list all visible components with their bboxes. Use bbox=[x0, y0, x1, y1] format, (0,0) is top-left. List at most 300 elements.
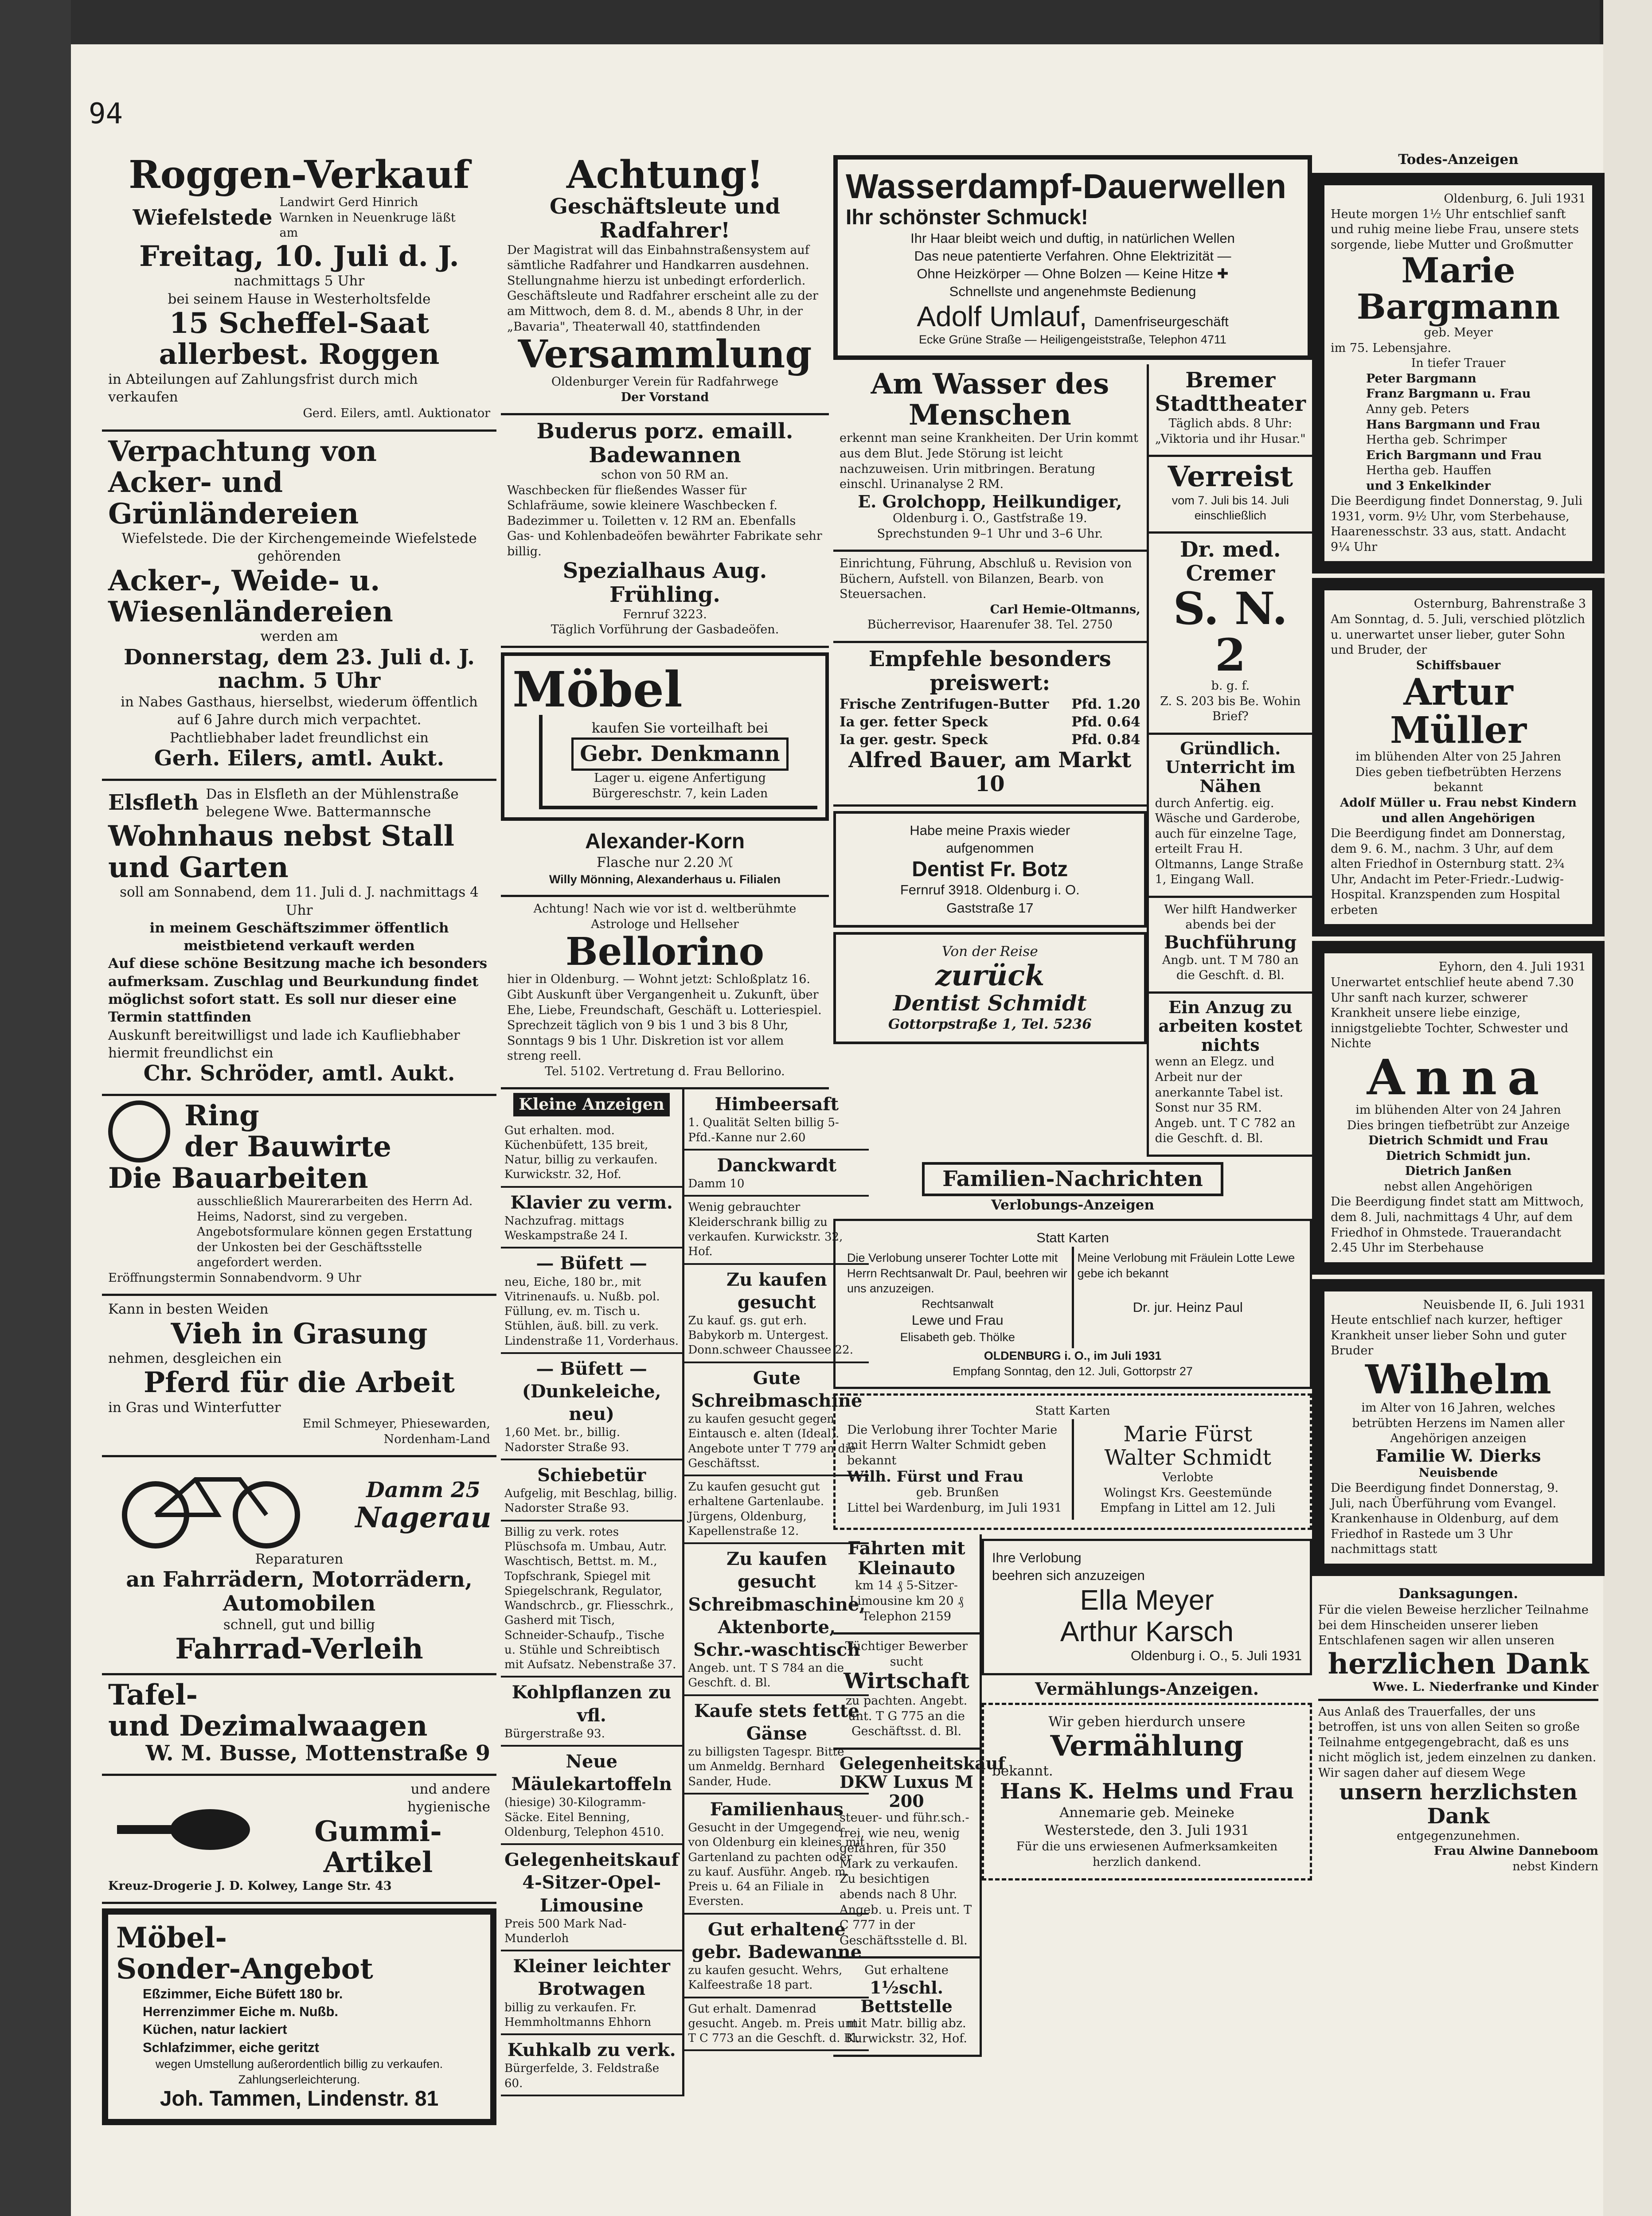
price-row bbox=[840, 731, 1140, 749]
ad-text: Westerstede, den 3. Juli 1931 bbox=[1044, 1822, 1250, 1839]
ad-text: Am Sonntag, d. 5. Juli, verschied plötzlich u. unerwartet unser lieber, guter Sohn und Bruder, der bbox=[1331, 613, 1586, 657]
list-item: Schlafzimmer, eiche geritzt bbox=[143, 2039, 319, 2055]
family-member: Dietrich Schmidt jun. bbox=[1386, 1149, 1531, 1163]
section-header: Vermählungs-Anzeigen. bbox=[1035, 1678, 1259, 1699]
ad-name: Wilh. Fürst und Frau bbox=[847, 1468, 1023, 1486]
ad-text: Ihr Haar bleibt weich und duftig, in natürlichen Wellen bbox=[910, 230, 1235, 246]
ad-subtitle: Acker-, Weide- u. Wiesenländereien bbox=[108, 564, 393, 628]
ad-text: in Gras und Winterfutter bbox=[108, 1399, 281, 1416]
ad-title: Kleiner leichter Brotwagen bbox=[513, 1956, 670, 2000]
ad-text: Ohne Heizkörper — Ohne Bolzen — Keine Hitze ✚ bbox=[917, 266, 1229, 282]
ad-title: 1½schl. Bettstelle bbox=[860, 1977, 953, 2017]
ad-address: Bürgereschstr. 7, kein Laden bbox=[592, 786, 768, 800]
ad-title: Gelegenheitskauf DKW Luxus M 200 bbox=[840, 1753, 1005, 1811]
product-price: Pfd. 0.64 bbox=[1071, 714, 1140, 730]
section-header: Todes-Anzeigen bbox=[1398, 152, 1519, 168]
ad-name: Walter Schmidt bbox=[1104, 1445, 1272, 1471]
ad-price: Flasche nur 2.20 ℳ bbox=[597, 854, 733, 871]
ad-date: Donnerstag, dem 23. Juli d. J. bbox=[124, 644, 475, 670]
ad-text: Sprechstunden 9–1 Uhr und 3–6 Uhr. bbox=[877, 527, 1103, 541]
ad-title: Achtung! bbox=[566, 152, 764, 197]
ad-name: Lewe und Frau bbox=[911, 1312, 1004, 1328]
ad-text: zu kaufen gesucht. Wehrs, Kalfeestraße 18 part. bbox=[688, 1964, 843, 1992]
ad-text: Meine Verlobung mit Fräulein Lotte Lewe gebe ich bekannt bbox=[1077, 1251, 1295, 1280]
ad-title: Acker- und Grünländereien bbox=[108, 466, 359, 531]
ad-title: Buderus porz. emaill. Badewannen bbox=[536, 419, 793, 468]
ad-title: Empfehle besonders preiswert: bbox=[868, 647, 1111, 695]
family-member: Hertha geb. Hauffen bbox=[1366, 464, 1492, 478]
ad-wasserdampf bbox=[833, 155, 1312, 360]
ad-text: bei seinem Hause in Westerholtsfelde bbox=[168, 291, 431, 307]
ad-text: b. g. f. bbox=[1211, 679, 1250, 693]
ad-text: Wiefelstede. Die der Kirchengemeinde Wiefelstede gehörenden bbox=[121, 531, 477, 565]
family-news-section bbox=[833, 1162, 1312, 1214]
small-ads-section bbox=[501, 1089, 866, 2096]
ad-title: Dentist Fr. Botz bbox=[912, 857, 1068, 881]
list-item bbox=[501, 1522, 682, 1678]
ad-text: zu pachten. Angebt. unt. T G 775 an die Geschäftsst. d. Bl. bbox=[845, 1693, 968, 1739]
ad-signature: Gerh. Eilers, amtl. Aukt. bbox=[154, 746, 445, 771]
ad-text: Dies geben tiefbetrübten Herzens bekannt bbox=[1355, 765, 1562, 795]
list-item: Küchen, natur lackiert bbox=[143, 2021, 287, 2037]
ad-text: Ihre Verlobung bbox=[992, 1549, 1082, 1565]
ad-text: Auf diese schöne Besitzung mache ich besonders aufmerksam. Zuschlag und Beurkundung findet möglichst sofort statt. Es soll nur dieser eine Termin stattfinden bbox=[108, 956, 488, 1026]
ad-text: Verlobte bbox=[1162, 1471, 1214, 1485]
ad-title: Sonder-Angebot bbox=[116, 1952, 373, 1986]
ad-text: soll am Sonnabend, dem 11. Juli d. J. nachmittags 4 Uhr bbox=[120, 884, 479, 918]
ad-dentist-botz bbox=[833, 811, 1147, 928]
ad-text: Von der Reise bbox=[941, 943, 1038, 960]
column-4 bbox=[1312, 151, 1605, 1883]
ad-text: in meinem Geschäftszimmer öffentlich meistbietend verkauft werden bbox=[149, 920, 449, 954]
family-member: Familie W. Dierks bbox=[1375, 1445, 1541, 1466]
ad-code: S. N. 2 bbox=[1173, 582, 1288, 682]
ad-text: Dies bringen tiefbetrübt zur Anzeige bbox=[1347, 1118, 1570, 1132]
ad-text: Wer hilft Handwerker abends bei der bbox=[1164, 902, 1297, 932]
ad-text: Gut erhalten. mod. Küchenbüfett, 135 breit, Natur, billig zu verkaufen. Kurwickstr. 32, Hof. bbox=[504, 1124, 658, 1182]
scan-border-top bbox=[71, 0, 1603, 44]
ad-text: Statt Karten bbox=[1035, 1404, 1110, 1418]
ad-title: Bellorino bbox=[566, 929, 764, 975]
ad-text: im blühenden Alter von 24 Jahren bbox=[1355, 1103, 1561, 1117]
ad-title: Klavier zu verm. bbox=[510, 1192, 673, 1213]
ad-date: Oldenburg, 6. Juli 1931 bbox=[1444, 192, 1586, 206]
ad-address: Damm 25 bbox=[366, 1478, 480, 1503]
ad-text: Neuisbende bbox=[1418, 1466, 1498, 1480]
ad-text: in Nabes Gasthaus, hierselbst, wiederum öffentlich auf 6 Jahre durch mich verpachtet. bbox=[121, 694, 478, 728]
ad-gummi-artikel bbox=[102, 1776, 496, 1904]
ad-title: Wohnhaus nebst Stall und Garten bbox=[108, 819, 454, 884]
ad-firm: Gebr. Denkmann bbox=[571, 737, 788, 771]
ad-title: Möbel- bbox=[116, 1921, 227, 1955]
ad-text: Achtung! Nach wie vor ist d. weltberühmte Astrologe und Hellseher bbox=[533, 902, 797, 931]
ad-signature: Nordenham-Land bbox=[383, 1432, 490, 1446]
ad-subtitle: Geschäftsleute und Radfahrer! bbox=[549, 194, 781, 243]
ad-bettstelle bbox=[833, 1959, 980, 2057]
family-member: Adolf Müller u. Frau nebst Kindern und allen Angehörigen bbox=[1340, 796, 1577, 825]
ad-title: Roggen-Verkauf bbox=[129, 152, 470, 197]
ad-text: bekannt. bbox=[992, 1763, 1053, 1779]
column-1 bbox=[102, 151, 496, 2130]
ad-date: Freitag, 10. Juli d. J. bbox=[139, 239, 459, 273]
ad-text: (hiesige) 30-Kilogramm-Säcke. Eitel Benning, Oldenburg, Telephon 4510. bbox=[504, 1796, 664, 1839]
ad-title: Fahrten mit Kleinauto bbox=[847, 1537, 965, 1579]
ad-title: Wasserdampf-Dauerwellen bbox=[846, 167, 1287, 206]
ad-subtitle: allerbest. Roggen bbox=[159, 338, 440, 371]
ad-signature: Willy Mönning, Alexanderhaus u. Filialen bbox=[549, 872, 781, 886]
ad-signature: Emil Schmeyer, Phiesewarden, bbox=[302, 1417, 490, 1431]
ad-text: Täglich Vorführung der Gasbadeöfen. bbox=[551, 623, 779, 637]
ad-text: Gaststraße 17 bbox=[946, 900, 1034, 916]
ad-text: zu billigsten Tagespr. Bitte um Anmeldg. Bernhard Sander, Hude. bbox=[688, 1745, 844, 1788]
ad-text: Der Magistrat will das Einbahnstraßensystem auf sämtliche Radfahrer und Handkarren ausdehnen. Stellungnahme hierzu ist unbedingt erforderlich. Geschäftsleute und Radfahrer erscheint alle zu der am Mittwoch, dem 8. d. M., abends 8 Uhr, in der „Bavaria", Theaterwall 40, stattfindenden bbox=[507, 243, 818, 334]
list-item bbox=[501, 1845, 682, 1951]
list-item: Herrenzimmer Eiche m. Nußb. bbox=[143, 2004, 339, 2020]
ad-signature: Carl Hemie-Oltmanns, bbox=[990, 602, 1140, 616]
ad-signature: Kreuz-Drogerie J. D. Kolwey, Lange Str. 43 bbox=[108, 1879, 392, 1893]
ad-text: werden am bbox=[260, 628, 338, 645]
ring-logo-icon bbox=[108, 1100, 170, 1163]
ad-title: Zu kaufen gesucht bbox=[726, 1269, 827, 1313]
ad-text: Aufgelig, mit Beschlag, billig. Nadorster Straße 93. bbox=[504, 1487, 677, 1515]
ad-text: mit Matr. billig abz. Kurwickstr. 32, Hof. bbox=[846, 2016, 967, 2046]
ad-text: Damm 10 bbox=[688, 1177, 745, 1191]
ad-address: Bücherrevisor, Haarenufer 38. Tel. 2750 bbox=[867, 618, 1113, 632]
ad-text: Täglich abds. 8 Uhr: „Viktoria und ihr Husar." bbox=[1155, 417, 1306, 446]
ad-text: Wir geben hierdurch unsere bbox=[1048, 1714, 1246, 1730]
ad-text: Die Beerdigung findet statt am Mittwoch, dem 8. Juli, nachmittags 4 Uhr, auf dem Friedhof in Ohmstede. Trauerandacht 2.45 Uhr im Sterbehause bbox=[1331, 1195, 1584, 1255]
ad-title: — Büfett — (Dunkeleiche, neu) bbox=[522, 1358, 661, 1425]
ad-text: billig zu verkaufen. Fr. Hemmholtmanns Ehhorn bbox=[504, 2001, 652, 2029]
ad-text: Die Beerdigung findet am Donnerstag, dem 9. 6. M., nachm. 3 Uhr, auf dem alten Friedhof in Osternburg statt. 2¾ Uhr, Andacht im Peter-Friedr.-Ludwig-Hospital. Kranzspenden zum Hospital erbeten bbox=[1331, 827, 1566, 917]
ad-title: der Bauwirte bbox=[184, 1130, 391, 1164]
ad-text: Fernruf 3918. Oldenburg i. O. bbox=[900, 882, 1080, 898]
ad-title: Vermählung bbox=[1050, 1729, 1244, 1763]
ad-text: geb. Brunßen bbox=[916, 1486, 999, 1500]
ad-text: km 14 ₰ 5-Sitzer-Limousine km 20 ₰ Telephon 2159 bbox=[849, 1579, 964, 1623]
announcement-meyer-karsch bbox=[982, 1539, 1312, 1675]
syringe-icon bbox=[108, 1803, 259, 1856]
ad-text: erkennt man seine Krankheiten. Der Urin kommt aus dem Blut. Jede Störung ist leicht nachzuweisen. Urin mitbringen. Beratung einschl. Urinanalyse 2 RM. bbox=[840, 431, 1138, 492]
ad-title: — Büfett — bbox=[536, 1253, 647, 1274]
ad-text: Damenfriseurgeschäft bbox=[1094, 313, 1229, 329]
ad-name: Dentist Schmidt bbox=[893, 991, 1087, 1016]
ad-naehen bbox=[1149, 735, 1312, 898]
ad-title: Alexander-Korn bbox=[585, 830, 745, 854]
product-name: Ia ger. gestr. Speck bbox=[840, 732, 988, 748]
ad-text: Lager u. eigene Anfertigung bbox=[594, 771, 766, 785]
ad-title: Himbeersaft bbox=[715, 1094, 839, 1115]
family-member: Peter Bargmann bbox=[1366, 371, 1476, 386]
ad-phone: Fernruf 3223. bbox=[623, 607, 707, 621]
ad-title: Gründlich. Unterricht im Nähen bbox=[1165, 738, 1296, 796]
ad-text: Für die uns erwiesenen Aufmerksamkeiten herzlich dankend. bbox=[1016, 1840, 1278, 1869]
ad-text: zu kaufen gesucht gegen Eintausch e. alten (Ideal). Angebote unter T 779 an die Geschäftsst. bbox=[688, 1412, 856, 1470]
ad-signature: Alfred Bauer, am Markt 10 bbox=[848, 748, 1132, 797]
ad-text: Bürgerfelde, 3. Feldstraße 60. bbox=[504, 2062, 660, 2090]
ad-anzug bbox=[1149, 994, 1312, 1157]
ad-name: Marie Fürst bbox=[1123, 1421, 1253, 1447]
ad-title: Möbel bbox=[512, 660, 683, 718]
ad-signature: Der Vorstand bbox=[621, 390, 709, 404]
ad-title: Gut erhaltene gebr. Badewanne bbox=[691, 1919, 862, 1962]
ad-text: Das neue patentierte Verfahren. Ohne Elektrizität — bbox=[914, 248, 1231, 264]
list-item bbox=[501, 1354, 682, 1460]
section-subheader: Verlobungs-Anzeigen bbox=[991, 1197, 1155, 1213]
obituary-anna bbox=[1312, 941, 1605, 1274]
ad-text: Preis 500 Mark Nad-Munderloh bbox=[504, 1917, 627, 1946]
ad-place: Wiefelstede bbox=[133, 205, 273, 230]
scan-border-right bbox=[1600, 0, 1652, 2216]
ad-text: im 75. Lebensjahre. bbox=[1331, 341, 1452, 355]
ad-title: unsern herzlichsten Dank bbox=[1339, 1780, 1578, 1829]
ad-text: Gut erhalt. Damenrad gesucht. Angeb. m. Preis unt. T C 773 an die Geschft. d. Bl. bbox=[688, 2002, 861, 2045]
ad-text: Wenig gebrauchter Kleiderschrank billig zu verkaufen. Kurwickstr. 32, Hof. bbox=[688, 1201, 843, 1259]
family-member: und 3 Enkelkinder bbox=[1366, 479, 1491, 493]
announcement-lewe-paul bbox=[833, 1219, 1312, 1389]
ad-title: Vieh in Grasung bbox=[171, 1317, 428, 1350]
ad-text: vom 7. Juli bis 14. Juli einschließlich bbox=[1172, 493, 1289, 523]
ad-text: Zu kauf. gs. gut erh. Babykorb m. Untergest. Donn.schweer Chaussee 22. bbox=[688, 1314, 853, 1357]
section-header: Familien-Nachrichten bbox=[922, 1162, 1223, 1197]
ad-signature: Spezialhaus Aug. Frühling. bbox=[562, 558, 767, 607]
ad-text: Habe meine Praxis wieder bbox=[910, 822, 1070, 838]
ad-text: Nachzufrag. mittags Weskampstraße 24 I. bbox=[504, 1214, 628, 1243]
section-header: Danksagungen. bbox=[1398, 1585, 1518, 1602]
thanks-section bbox=[1312, 1580, 1605, 1883]
ad-name: Ella Meyer bbox=[1080, 1584, 1214, 1616]
ad-text: in Abteilungen auf Zahlungsfrist durch mich verkaufen bbox=[108, 371, 418, 405]
ad-text: Heute morgen 1½ Uhr entschlief sanft und ruhig meine liebe Frau, unsere stets sorgende, liebe Mutter und Großmutter bbox=[1331, 207, 1579, 252]
price-row bbox=[840, 695, 1140, 713]
price-row bbox=[840, 713, 1140, 731]
ad-title: Am Wasser des Menschen bbox=[871, 367, 1109, 432]
ad-address: Gottorpstraße 1, Tel. 5236 bbox=[888, 1016, 1092, 1033]
ad-text: Auskunft bereitwilligst und lade ich Kaufliebhaber hiermit freundlichst ein bbox=[108, 1027, 460, 1061]
ad-moebel-denkmann bbox=[501, 652, 829, 821]
ad-text: Gut erhaltene bbox=[864, 1963, 949, 1978]
obituary-wilhelm bbox=[1312, 1279, 1605, 1576]
obituary-bargmann bbox=[1312, 173, 1605, 574]
ad-text: Rechtsanwalt bbox=[922, 1297, 994, 1311]
ad-title: Schiebetür bbox=[537, 1465, 646, 1486]
ad-text: neu, Eiche, 180 br., mit Vitrinenaufs. u. Nußb. pol. Füllung, ev. m. Tisch u. Stühlen, äuß. bill. zu verk. Lindenstraße 11, Vorderhaus. bbox=[504, 1275, 679, 1348]
ad-wirtschaft bbox=[833, 1635, 980, 1749]
ad-title: Stadttheater bbox=[1155, 391, 1306, 417]
ad-text: Pachtliebhaber ladet freundlichst ein bbox=[170, 730, 429, 746]
ad-roggen-verkauf bbox=[102, 151, 496, 432]
ad-address: Oldenburg i. O., Gastfstraße 19. bbox=[893, 511, 1087, 526]
list-item bbox=[501, 1747, 682, 1845]
ad-subtitle: 15 Scheffel-Saat bbox=[169, 306, 430, 340]
ad-time: nachm. 5 Uhr bbox=[218, 668, 381, 694]
ad-text: 1,60 Met. br., billig. Nadorster Straße 93. bbox=[504, 1426, 629, 1454]
ad-text: In tiefer Trauer bbox=[1411, 356, 1506, 371]
ad-title: Ein Anzug zu arbeiten kostet nichts bbox=[1158, 997, 1303, 1055]
list-item bbox=[501, 1678, 682, 1747]
ad-title: Bremer bbox=[1185, 367, 1276, 393]
list-item bbox=[501, 2035, 682, 2096]
ad-text: Gesucht in der Umgegend von Oldenburg ein kleines mit Gartenland zu pachten oder zu kauf. Ausführ. Angeb. m. Preis u. 64 an Filiale in Eversten. bbox=[688, 1821, 865, 1908]
ad-title: Verpachtung von bbox=[108, 434, 377, 468]
ad-title: Kohlpflanzen zu vfl. bbox=[512, 1682, 672, 1726]
ad-signature: nebst Kindern bbox=[1512, 1860, 1598, 1874]
ad-text: Angb. unt. T M 780 an die Geschft. d. Bl. bbox=[1162, 953, 1299, 983]
ad-text: Die Beerdigung findet Donnerstag, 9. Juli, nach Überführung vom Evangel. Krankenhause in Oldenburg, auf dem Friedhof in Rastede um 3 Uhr nachmittags statt bbox=[1331, 1481, 1559, 1557]
ad-text: Kann in besten Weiden bbox=[108, 1301, 269, 1318]
ad-brand: Nagerau bbox=[355, 1501, 492, 1534]
ad-title: zurück bbox=[935, 959, 1045, 993]
ad-org: Oldenburger Verein für Radfahrwege bbox=[551, 375, 779, 389]
ad-text: Statt Karten bbox=[1036, 1229, 1109, 1245]
family-member: Erich Bargmann und Frau bbox=[1366, 448, 1542, 462]
list-item bbox=[501, 1120, 682, 1188]
ad-text: durch Anfertig. eig. Wäsche und Garderobe, auch für einzelne Tage, erteilt Frau H. Oltmanns, Lange Straße 1, Eingang Wall. bbox=[1155, 796, 1304, 887]
ad-text: Angeb. unt. T S 784 an die Geschft. d. Bl. bbox=[688, 1662, 844, 1690]
obituary-name: Marie Bargmann bbox=[1356, 250, 1560, 328]
ad-title: Neue Mäulekartoffeln bbox=[511, 1751, 672, 1795]
ad-date: Eyhorn, den 4. Juli 1931 bbox=[1438, 960, 1586, 974]
ad-text: hier in Oldenburg. — Wohnt jetzt: Schloßplatz 16. Gibt Auskunft über Vergangenheit u. Zukunft, über Ehe, Liebe, Freundschaft, Geschäft u. Lotteriespiel. Sprechzeit täglich von 9 bis 1 und 3 bis 8 Uhr, Sonntags 9 bis 1 Uhr. Diskretion ist vor allem streng reell. bbox=[507, 972, 822, 1063]
ad-signature: Joh. Tammen, Lindenstr. 81 bbox=[160, 2087, 439, 2111]
ad-text: Schnellste und angenehmste Bedienung bbox=[949, 284, 1196, 300]
list-item: Eßzimmer, Eiche Büfett 180 br. bbox=[143, 1986, 343, 2001]
ad-title: Verreist bbox=[1168, 460, 1293, 494]
obituary-mueller bbox=[1312, 578, 1605, 936]
obituary-name: Wilhelm bbox=[1365, 1356, 1551, 1403]
ad-elsfleth-wohnhaus bbox=[102, 781, 496, 1096]
ad-text: aufgenommen bbox=[946, 840, 1034, 856]
ad-subtitle: Ihr schönster Schmuck! bbox=[846, 205, 1088, 229]
ad-signature: Gerd. Eilers, amtl. Auktionator bbox=[303, 406, 490, 421]
ad-title: Danckwardt bbox=[717, 1155, 837, 1176]
ad-text: wenn an Elegz. und Arbeit nur der anerkannte Tabel ist. Sonst nur 35 RM. Angeb. unt. T C 782 an die Geschft. d. Bl. bbox=[1155, 1055, 1296, 1146]
ad-place: Elsfleth bbox=[108, 790, 199, 815]
ad-text: im Alter von 16 Jahren, welches betrübten Herzens im Namen aller Angehörigen anzeigen bbox=[1352, 1401, 1565, 1446]
ad-am-wasser bbox=[833, 364, 1147, 552]
ad-text: Eröffnungstermin Sonnabendvorm. 9 Uhr bbox=[108, 1271, 361, 1285]
ad-signature: Chr. Schröder, amtl. Aukt. bbox=[143, 1061, 455, 1086]
ad-text: steuer- und führ.sch.-frei, wie neu, wenig gefahren, für 350 Mark zu verkaufen. Zu besichtigen abends nach 8 Uhr. Angeb. u. Preis unt. T C 777 in der Geschäftsstelle d. Bl. bbox=[840, 1811, 972, 1947]
ad-title: Zu kaufen gesucht Schreibmaschine, Aktenborte, Schr.-waschtisch bbox=[688, 1549, 866, 1660]
list-item bbox=[501, 1951, 682, 2035]
ad-firm: Adolf Umlauf, bbox=[917, 300, 1087, 332]
ad-text: Reparaturen bbox=[255, 1551, 344, 1568]
family-member: Anny geb. Peters bbox=[1366, 402, 1469, 416]
product-name: Ia ger. fetter Speck bbox=[840, 714, 988, 730]
obituary-name: Artur Müller bbox=[1390, 671, 1527, 752]
ad-title: Gute Schreibmaschine bbox=[691, 1367, 863, 1411]
ad-ring-der-bauwirte bbox=[102, 1096, 496, 1296]
ad-dr-cremer bbox=[1149, 534, 1312, 735]
ad-text: Zu kaufen gesucht gut erhaltene Gartenlaube. Jürgens, Oldenburg, Kapellenstraße 12. bbox=[688, 1480, 824, 1538]
ad-text: Das in Elsfleth an der Mühlenstraße belegene Wwe. Battermannsche bbox=[206, 786, 459, 820]
family-member: Franz Bargmann u. Frau bbox=[1366, 387, 1531, 401]
ad-title: herzlichen Dank bbox=[1328, 1647, 1589, 1681]
ad-title: Wirtschaft bbox=[844, 1669, 969, 1694]
ad-alexander-korn bbox=[501, 825, 829, 897]
ad-title: Tafel- bbox=[108, 1678, 198, 1712]
ad-text: Aus Anlaß des Trauerfalles, der uns betroffen, ist uns von allen Seiten so große Teilnahme entgegengebracht, daß es uns nicht möglich ist, jedem einzelnen zu danken. Wir sagen daher auf diesem Wege bbox=[1318, 1705, 1597, 1780]
section-header: Kleine Anzeigen bbox=[513, 1093, 670, 1116]
ad-text: Z. S. 203 bis Be. Wohin Brief? bbox=[1160, 694, 1301, 724]
ad-bellorino bbox=[501, 897, 829, 1089]
list-item bbox=[501, 1248, 682, 1354]
ad-text: Heute entschlief nach kurzer, heftiger Krankheit unser lieber Sohn und guter Bruder bbox=[1331, 1313, 1566, 1358]
ad-title: Ring bbox=[184, 1099, 259, 1132]
ad-text: Die Beerdigung findet Donnerstag, 9. Juli 1931, vorm. 9½ Uhr, vom Sterbehause, Haarenesschstr. 33 aus, statt. Andacht 9¼ Uhr bbox=[1331, 494, 1583, 554]
ad-buchfuehrung bbox=[1149, 898, 1312, 994]
ad-subtitle: Die Bauarbeiten bbox=[108, 1161, 368, 1195]
ad-text: Die Verlobung ihrer Tochter Marie mit Herrn Walter Schmidt geben bekannt bbox=[847, 1423, 1058, 1467]
family-member: Hertha geb. Schrimper bbox=[1366, 433, 1507, 447]
ad-title: Gummi-Artikel bbox=[314, 1814, 442, 1880]
page-number: 94 bbox=[89, 98, 123, 130]
ad-name: Hans K. Helms und Frau bbox=[1000, 1779, 1294, 1804]
ad-text: beehren sich anzuzeigen bbox=[992, 1568, 1145, 1584]
ad-einrichtung bbox=[833, 552, 1147, 643]
ad-text: Elisabeth geb. Thölke bbox=[900, 1330, 1015, 1344]
ad-title: Familienhaus bbox=[710, 1799, 844, 1820]
ad-text: Littel bei Wardenburg, im Juli 1931 bbox=[847, 1501, 1062, 1515]
product-name: Frische Zentrifugen-Butter bbox=[840, 696, 1049, 712]
ad-achtung-versammlung bbox=[501, 151, 829, 415]
ad-signature: Wwe. L. Niederfranke und Kinder bbox=[1372, 1680, 1598, 1694]
list-item bbox=[501, 1460, 682, 1522]
ad-signature: W. M. Busse, Mottenstraße 9 bbox=[145, 1741, 490, 1766]
ad-title: Gelegenheitskauf 4-Sitzer-Opel-Limousine bbox=[504, 1849, 679, 1916]
ad-text: schon von 50 RM an. bbox=[601, 468, 729, 482]
announcement-fuerst-schmidt bbox=[833, 1393, 1312, 1530]
ad-text: Oldenburg i. O., 5. Juli 1931 bbox=[1130, 1648, 1302, 1664]
ad-moebel-sonder bbox=[102, 1908, 496, 2125]
ad-text: und andere bbox=[410, 1781, 490, 1798]
ad-text: Landwirt Gerd Hinrich Warnken in Neuenkruge läßt am bbox=[279, 195, 456, 240]
ad-text: schnell, gut und billig bbox=[223, 1616, 375, 1633]
ad-verpachtung bbox=[102, 432, 496, 781]
column-2 bbox=[501, 151, 866, 2096]
product-price: Pfd. 0.84 bbox=[1071, 732, 1140, 748]
ad-date: Osternburg, Bahrenstraße 3 bbox=[1414, 597, 1586, 611]
ad-text: entgegenzunehmen. bbox=[1396, 1829, 1520, 1843]
ad-address: Ecke Grüne Straße — Heiligengeiststraße, Telephon 4711 bbox=[919, 333, 1226, 347]
ad-text: Tel. 5102. Vertretung d. Frau Bellorino. bbox=[545, 1064, 785, 1078]
ad-text: nehmen, desgleichen ein bbox=[108, 1350, 282, 1367]
family-member: nebst allen Angehörigen bbox=[1384, 1179, 1533, 1194]
ad-tafelwaagen bbox=[102, 1675, 496, 1776]
ad-signature: Frau Alwine Danneboom bbox=[1433, 1844, 1598, 1858]
ad-title: Buchführung bbox=[1164, 932, 1297, 953]
ad-verreist bbox=[1149, 457, 1312, 533]
ad-text: ausschließlich Maurerarbeiten des Herrn Ad. Heims, Nadorst, sind zu vergeben. Angebotsformulare können gegen Erstattung der Unkosten bei der Geschäftsstelle angefordert werden. bbox=[197, 1194, 473, 1270]
ad-title: und Dezimalwaagen bbox=[108, 1709, 428, 1743]
ad-text: Schiffsbauer bbox=[1416, 658, 1501, 672]
ad-text: Tüchtiger Bewerber sucht bbox=[845, 1639, 968, 1669]
ad-name: Arthur Karsch bbox=[1060, 1615, 1234, 1647]
family-member: Dietrich Janßen bbox=[1405, 1164, 1512, 1178]
ad-title: Dr. med. Cremer bbox=[1180, 537, 1281, 586]
ad-text: kaufen Sie vorteilhaft bei bbox=[591, 720, 769, 737]
ad-text: Billig zu verk. rotes Plüschsofa m. Umbau, Autr. Waschtisch, Bettst. m. M., Topfschrank, Spiegel mit Spiegelschrank, Regulator, Wandschrcb., gr. Fliesschrk., Gasherd mit Tisch, Schneider-Schaufp., Tische u. Stühle und Schreibtisch mit Aufsatz. Nebenstraße 37. bbox=[504, 1525, 676, 1672]
ad-nagerau bbox=[102, 1457, 496, 1675]
ad-text: Einrichtung, Führung, Abschluß u. Revision von Büchern, Aufstell. von Bilanzen, Bearb. von Steuersachen. bbox=[840, 557, 1132, 601]
ad-text: Die Verlobung unserer Tochter Lotte mit Herrn Rechtsanwalt Dr. Paul, beehren wir uns anzuzeigen. bbox=[847, 1251, 1067, 1295]
ad-name: Dr. jur. Heinz Paul bbox=[1133, 1299, 1243, 1315]
ad-vieh-grasung bbox=[102, 1296, 496, 1457]
ad-title: Pferd für die Arbeit bbox=[144, 1366, 455, 1400]
product-price: Pfd. 1.20 bbox=[1071, 696, 1140, 712]
ad-text: an Fahrrädern, Motorrädern, Automobilen bbox=[126, 1567, 473, 1616]
